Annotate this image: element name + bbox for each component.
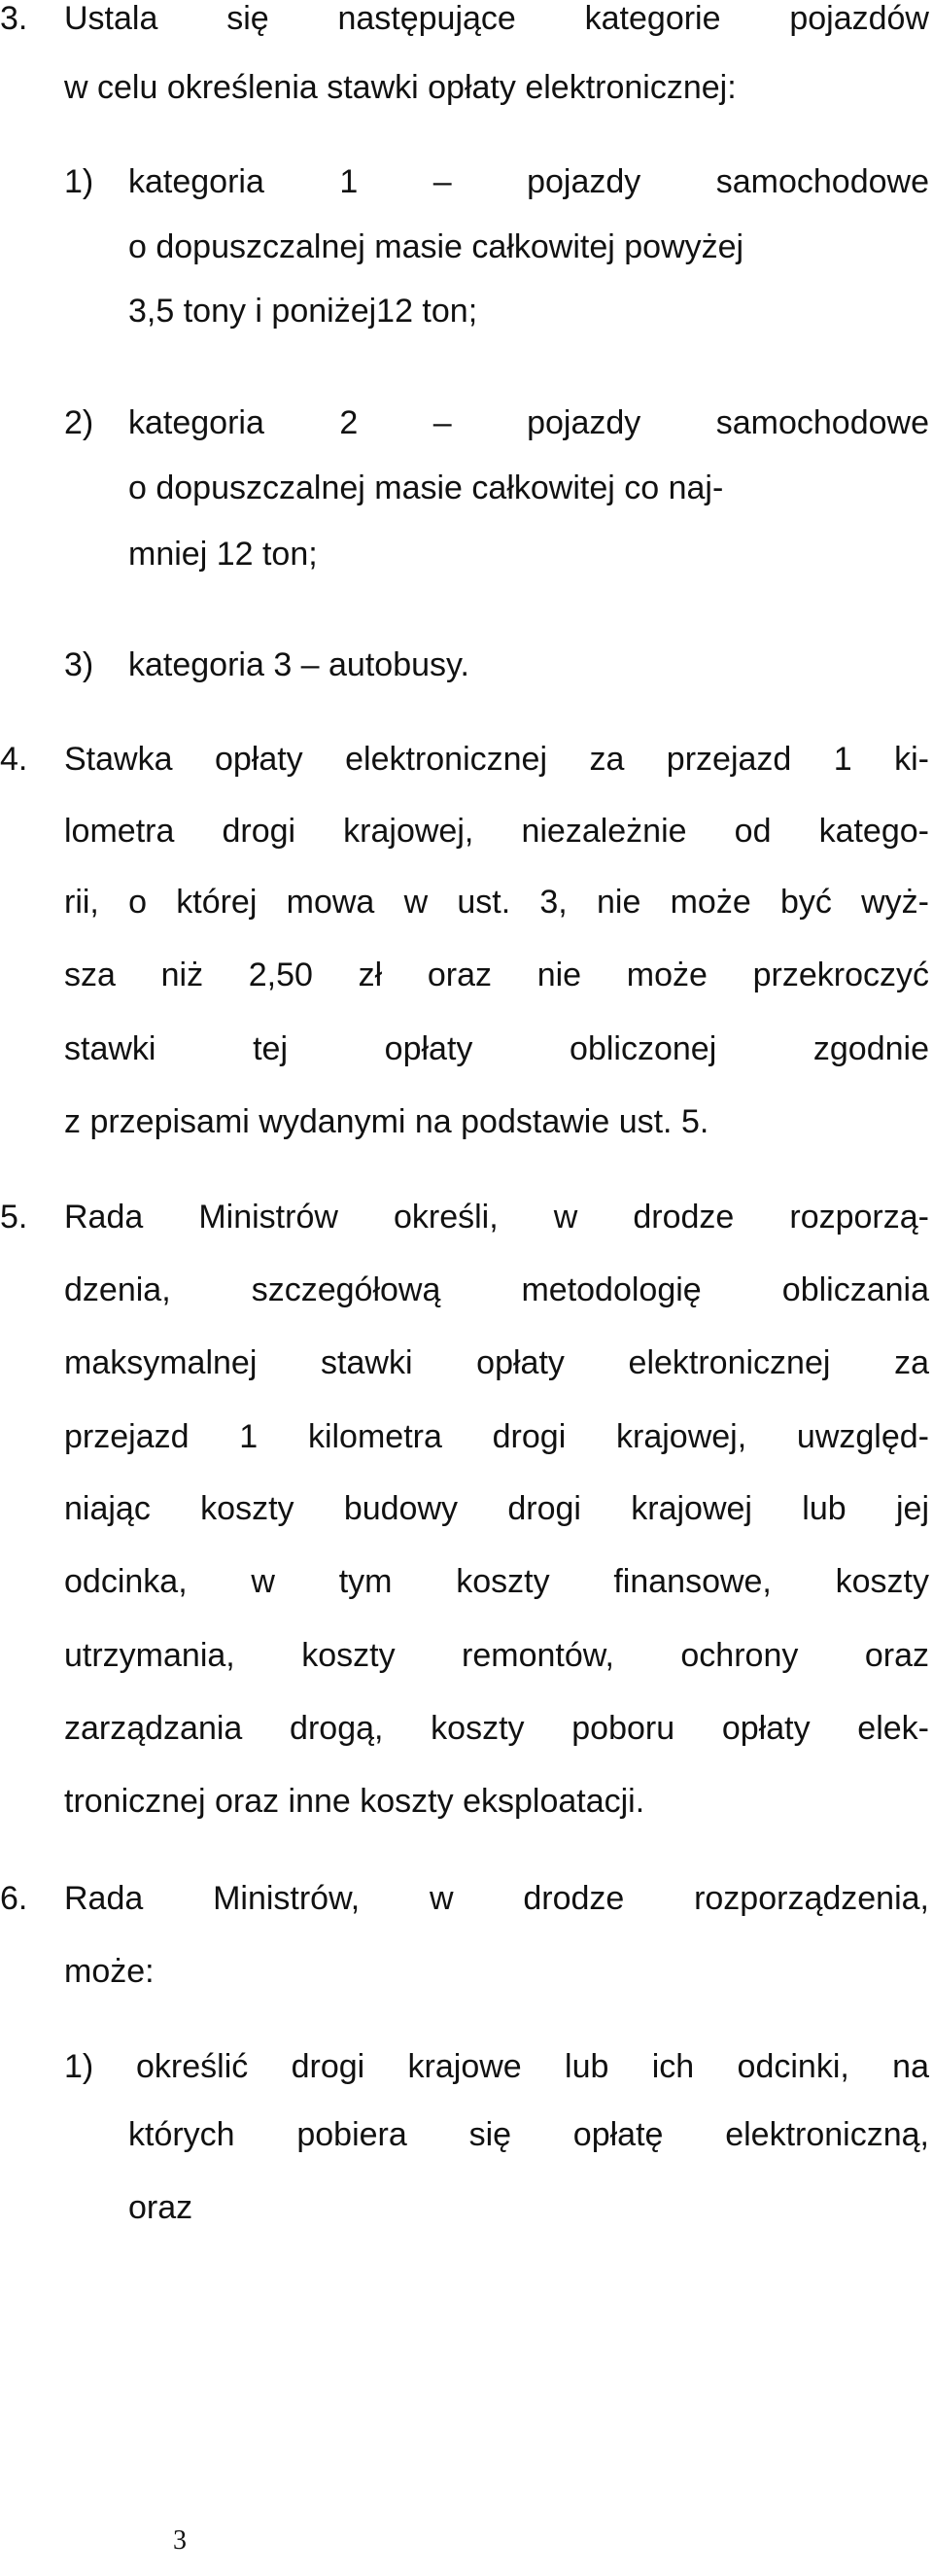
paragraph-line: przejazd 1 kilometra drogi krajowej, uwzględ-	[64, 1418, 929, 1455]
item-line: 3,5 tony i poniżej12 ton;	[128, 293, 478, 330]
section-number: 3.	[0, 0, 28, 37]
item-label: 3)	[64, 646, 94, 683]
page-number: 3	[173, 2525, 187, 2556]
item-line: mniej 12 ton;	[128, 536, 318, 573]
paragraph-line: rii, o której mowa w ust. 3, nie może być wyż-	[64, 884, 929, 921]
item-label: 2)	[64, 404, 94, 441]
item-line: kategoria 1 – pojazdy samochodowe	[128, 163, 929, 200]
paragraph-line: Ustala się następujące kategorie pojazdów	[64, 0, 929, 37]
paragraph-line: zarządzania drogą, koszty poboru opłaty elek-	[64, 1710, 929, 1747]
item-line: o dopuszczalnej masie całkowitej powyżej	[128, 228, 744, 265]
paragraph-line: niając koszty budowy drogi krajowej lub jej	[64, 1490, 929, 1527]
paragraph-line: sza niż 2,50 zł oraz nie może przekroczyć	[64, 957, 929, 993]
paragraph-line: dzenia, szczegółową metodologię obliczania	[64, 1271, 929, 1308]
section-number: 5.	[0, 1199, 28, 1236]
paragraph-line: lometra drogi krajowej, niezależnie od katego-	[64, 813, 929, 850]
section-number: 6.	[0, 1880, 28, 1917]
paragraph-line: odcinka, w tym koszty finansowe, koszty	[64, 1563, 929, 1600]
paragraph-line: Stawka opłaty elektronicznej za przejazd 1 ki-	[64, 741, 929, 778]
item-line: kategoria 2 – pojazdy samochodowe	[128, 404, 929, 441]
paragraph-line: tronicznej oraz inne koszty eksploatacji.	[64, 1783, 645, 1820]
paragraph-line: może:	[64, 1953, 155, 1990]
paragraph-line: stawki tej opłaty obliczonej zgodnie	[64, 1030, 929, 1067]
item-label: 1)	[64, 2048, 94, 2085]
item-line: o dopuszczalnej masie całkowitej co naj-	[128, 470, 724, 506]
paragraph-line: utrzymania, koszty remontów, ochrony oraz	[64, 1637, 929, 1674]
item-line: kategoria 3 – autobusy.	[128, 646, 469, 683]
paragraph-line: maksymalnej stawki opłaty elektronicznej za	[64, 1344, 929, 1381]
paragraph-line: Rada Ministrów, w drodze rozporządzenia,	[64, 1880, 929, 1917]
item-line: określić drogi krajowe lub ich odcinki, na	[136, 2048, 929, 2085]
paragraph-line: w celu określenia stawki opłaty elektronicznej:	[64, 69, 737, 106]
item-line: których pobiera się opłatę elektroniczną,	[128, 2116, 929, 2153]
section-number: 4.	[0, 741, 28, 778]
item-label: 1)	[64, 163, 94, 200]
paragraph-line: Rada Ministrów określi, w drodze rozporzą-	[64, 1199, 929, 1236]
item-line: oraz	[128, 2189, 193, 2226]
paragraph-line: z przepisami wydanymi na podstawie ust. 5.	[64, 1103, 709, 1140]
